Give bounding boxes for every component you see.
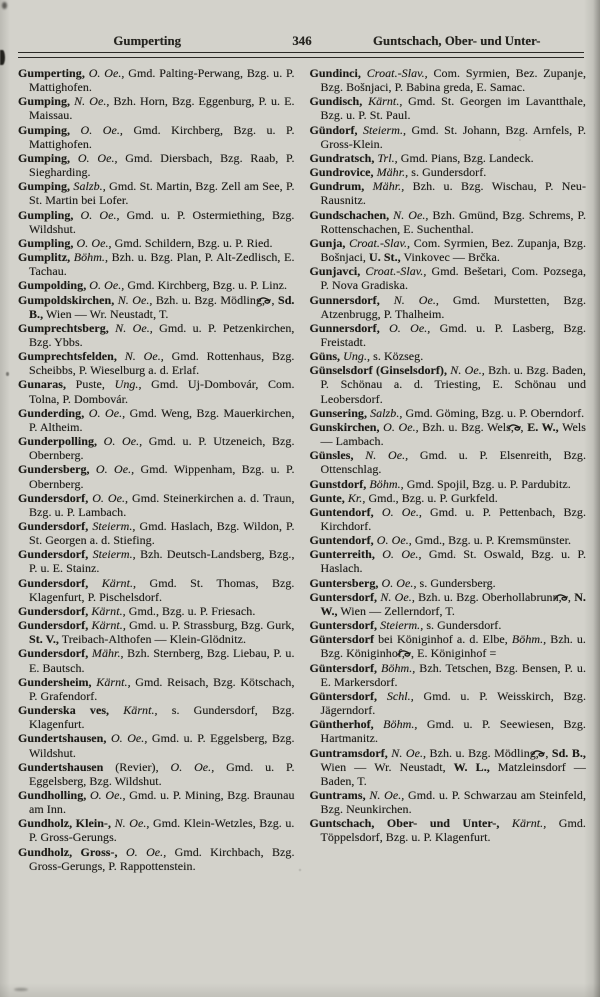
entry-text: bei Königinhof a. d. Elbe, <box>374 632 508 647</box>
region-abbr: Mähr., <box>373 165 409 180</box>
entry-name: Gundersberg, <box>18 462 90 477</box>
entry <box>310 66 587 94</box>
entry-text: Gmd. u. P. Petzenkirchen, Bzg. Ybbs. <box>29 320 295 349</box>
entry-text: Gmd. u. P. Eggelsberg, Bzg. Wildshut. <box>29 731 295 760</box>
region-abbr: Böhm., <box>70 250 109 265</box>
region-abbr: N. Oe., <box>108 320 153 335</box>
entry-name: Gunderding, <box>18 405 85 420</box>
entry-name: Gunte, <box>309 490 345 505</box>
region-abbr: Mähr., <box>88 646 124 661</box>
entry <box>310 477 587 491</box>
entry-text: Gmd., Bzg. u. P. Friesach. <box>125 603 256 618</box>
entry-name: Güns, <box>309 349 341 364</box>
entry <box>310 491 587 505</box>
entry-name: Gündorf, <box>309 122 358 137</box>
entry-text: Wien — Wr. Neustadt, T. <box>43 306 169 321</box>
entry <box>18 321 295 349</box>
entry-text: Gmd. u. P. Elsenreith, Bzg. Ottenschlag. <box>320 448 586 477</box>
scan-artifact <box>6 372 9 376</box>
entry <box>18 788 295 816</box>
entry-name: Gumprechtsfelden, <box>18 349 117 364</box>
entry-text: s. Gundersdorf, Bzg. Klagenfurt. <box>29 703 295 732</box>
region-abbr: Kärnt., <box>88 575 137 590</box>
entry <box>18 491 295 519</box>
page-header <box>18 34 586 49</box>
entry-name: Gundertshausen, <box>18 731 107 746</box>
region-abbr: O. Oe., <box>117 844 167 859</box>
entry-text: Gmd. u. P. Eggelsberg, Bzg. Wildshut. <box>29 759 295 788</box>
entry-text: Gmd. Uj-Dombovár, Com. Tolna, P. Dombovár. <box>29 377 295 406</box>
entry-name: Gumping, <box>18 179 71 194</box>
entry-text: Treibach-Althofen — Klein-Glödnitz. <box>58 632 247 647</box>
entry-text: Gmd. u. P. Pettenbach, Bzg. Kirchdorf. <box>320 504 586 533</box>
entry-name: Gumping, <box>18 94 71 109</box>
entry-name: Gunderska ves, <box>18 703 110 718</box>
entry <box>18 123 295 151</box>
entry-text: Gmd. u. P. Utzeneich, Bzg. Obernberg. <box>29 434 295 463</box>
bold-abbr: St. V., <box>29 632 59 647</box>
entry-name: Gumpolding, <box>18 278 87 293</box>
entry <box>18 462 295 490</box>
entry <box>18 278 295 292</box>
entry <box>18 703 295 731</box>
entry <box>310 321 587 349</box>
entry-text: Gmd. u. P. Weisskirch, Bzg. Jägerndorf. <box>320 688 586 718</box>
entry-text: Gmd. Göming, Bzg. u. P. Oberndorf. <box>402 405 585 420</box>
entry-text: Gmd. Schildern, Bzg. u. P. Ried. <box>111 235 273 250</box>
entry <box>310 717 587 745</box>
region-abbr: Böhm., <box>377 660 416 675</box>
entry-text: Gmd. u. P. Schwarzau am Steinfeld, Bzg. Neunkirchen. <box>320 787 586 817</box>
region-abbr: O. Oe., <box>86 278 125 293</box>
entry <box>310 533 587 547</box>
entry-name: Guntersdorf, <box>309 618 378 633</box>
entry-name: Gundersdorf, <box>18 575 89 590</box>
entry-text: , <box>567 589 571 604</box>
entry-name: Gunderpolling, <box>18 434 98 449</box>
entry <box>310 264 587 292</box>
entry-name: Gumpoldskirchen, <box>18 292 115 307</box>
region-abbr: O. Oe., <box>373 504 422 519</box>
entry-text: , <box>271 292 275 307</box>
entry <box>310 165 587 179</box>
entry <box>310 293 587 321</box>
entry-text: Com. Syrmien, Bez. Zupanja, Bzg. Bošnjaci, <box>320 235 586 265</box>
region-abbr: Böhm., <box>507 632 547 647</box>
entry <box>310 788 587 816</box>
entry-text: Bzh. u. Bzg. Wels, <box>418 419 518 434</box>
entry-text: , E. Königinhof = <box>411 646 497 661</box>
entry <box>310 576 587 590</box>
entry-text: Gmd. Bešetari, Com. Pozsega, P. Nova Gradiska. <box>320 264 586 293</box>
header-left-keyword: Gumperting <box>113 34 181 48</box>
entry-name: Gundrovice, <box>309 165 374 180</box>
region-abbr: Kärnt., <box>88 618 126 633</box>
entry-text: s. Gundersdorf. <box>423 618 502 633</box>
entry <box>310 505 587 533</box>
entry <box>18 151 295 179</box>
entry-name: Gunterreith, <box>309 547 375 562</box>
region-abbr: Kärnt., <box>109 703 158 718</box>
entry-text: s. Gundersberg. <box>416 575 496 590</box>
entry-text: Bzh. Deutsch-Landsberg, Bzg., P. u. E. Stainz. <box>29 547 295 576</box>
entry-name: Guntschach, Ober- und Unter-, <box>309 816 500 831</box>
entry-columns <box>18 66 586 873</box>
entry-name: Gundholling, <box>18 787 87 802</box>
entry <box>310 632 587 660</box>
entry-text: Gmd. St. Martin, Bzg. Zell am See, P. St. Martin bei Lofer. <box>29 179 295 208</box>
region-abbr: N. Oe., <box>365 787 405 802</box>
entry-text: Wien — Wr. Neustadt, <box>320 759 446 774</box>
entry-name: Gundersdorf, <box>18 490 89 505</box>
entry-name: Gumping, <box>18 122 71 137</box>
entry-name: Gundersdorf, <box>18 646 89 661</box>
entry <box>310 349 587 363</box>
entry <box>18 208 295 236</box>
entry <box>18 675 295 703</box>
entry-text: s. Gundersdorf. <box>408 165 487 180</box>
entry <box>18 66 295 94</box>
left-column <box>18 66 295 873</box>
region-abbr: O. Oe., <box>379 320 431 335</box>
region-abbr: O. Oe., <box>89 462 135 477</box>
entry-text: Gmd. Kirchberg, Bzg. u. P. Linz. <box>124 278 288 293</box>
region-abbr: Steierm., <box>377 618 424 633</box>
entry-text: Gmd., Bzg. u. P. Kremsmünster. <box>411 533 572 548</box>
entry-name: Güntherhof, <box>309 717 374 732</box>
region-abbr: N. Oe., <box>389 207 429 222</box>
region-abbr: Böhm., <box>373 717 418 732</box>
page-number: 346 <box>292 34 312 48</box>
entry-text: Wien — Zellerndorf, T. <box>337 603 455 618</box>
entry-text: Bzh. u. Bzg. Königinhof, <box>320 632 586 661</box>
entry-text: Gmd. St. Johann, Bzg. Arnfels, P. Gross-Klein. <box>320 122 586 151</box>
region-abbr: N. Oe., <box>70 94 110 109</box>
entry <box>18 618 295 646</box>
entry <box>18 293 295 321</box>
entry-text: Gmd. Reisach, Bzg. Kötschach, P. Grafendorf. <box>29 674 295 703</box>
entry-name: Gunstdorf, <box>309 476 367 491</box>
entry-text: Gmd. Kirchberg, Bzg. u. P. Mattighofen. <box>29 122 295 151</box>
entry-text: Gmd. St. Thomas, Bzg. Klagenfurt, P. Pischelsdorf. <box>29 575 295 604</box>
entry-name: Gumperting, <box>18 66 85 80</box>
entry-name: Gumprechtsberg, <box>18 320 109 335</box>
entry-text: Gmd., Bzg. u. P. Gurkfeld. <box>365 490 498 505</box>
entry-name: Gunsering, <box>309 405 368 420</box>
entry-name: Gundersdorf, <box>18 519 89 533</box>
entry-text: Gmd. Steinerkirchen a. d. Traun, Bzg. u. P. Lambach. <box>29 490 295 519</box>
entry-text: , <box>520 419 524 434</box>
entry-text: Gmd. St. Oswald, Bzg. u. P. Haslach. <box>320 547 586 576</box>
entry-text: Com. Syrmien, Bez. Zupanje, Bzg. Bošnjaci, P. Babina greda, E. Samac. <box>320 66 586 95</box>
region-abbr: Steierm., <box>88 547 136 562</box>
entry-text: Gmd. u. P. Ostermiething, Bzg. Wildshut. <box>29 207 295 236</box>
entry <box>310 179 587 207</box>
entry-name: Gundrum, <box>309 179 365 194</box>
entry-text: Gmd. u. P. Lasberg, Bzg. Freistadt. <box>320 320 586 349</box>
entry-name: Gundersheim, <box>18 674 92 689</box>
region-abbr: Steierm., <box>88 519 136 533</box>
header-double-rule <box>18 52 584 58</box>
entry <box>310 746 587 788</box>
entry-text: Gmd. u. P. Mining, Bzg. Braunau am Inn. <box>29 787 295 817</box>
region-abbr: Trl., <box>374 150 398 165</box>
entry <box>310 689 587 717</box>
region-abbr: O. Oe., <box>88 490 129 505</box>
entry-text: Bzh. Tetschen, Bzg. Bensen, P. u. E. Markersdorf. <box>320 660 586 689</box>
entry <box>310 208 587 236</box>
entry-text: Gmd. Rottenhaus, Bzg. Scheibbs, P. Wieselburg a. d. Erlaf. <box>29 349 295 378</box>
entry-text: Gmd. Palting-Perwang, Bzg. u. P. Mattighofen. <box>29 66 295 95</box>
entry-text: Bzh. Sternberg, Bzg. Liebau, P. u. E. Bautsch. <box>29 646 295 675</box>
entry-name: Gumping, <box>18 150 71 165</box>
region-abbr: Böhm., <box>366 476 404 491</box>
entry <box>18 816 295 844</box>
region-abbr: Salzb., <box>70 179 106 194</box>
entry-name: Guntersberg, <box>309 575 379 590</box>
region-abbr: Kärnt., <box>91 674 131 689</box>
entry-name: Gundersdorf, <box>18 603 89 618</box>
region-abbr: N. Oe., <box>353 448 409 463</box>
bold-abbr: N. W., <box>320 589 586 618</box>
entry <box>18 604 295 618</box>
entry-text: Gmd. Pians, Bzg. Landeck. <box>397 150 534 165</box>
region-abbr: O. Oe., <box>374 547 422 562</box>
bold-abbr: Sd. B., <box>548 745 586 760</box>
entry-name: Gundinci, <box>309 66 361 80</box>
entry-text: (Revier), <box>103 759 159 774</box>
entry-name: Güntersdorf <box>309 632 375 647</box>
entry-name: Guntendorf, <box>309 533 374 548</box>
bold-abbr: E. W., <box>523 419 559 434</box>
entry-name: Gunnersdorf, <box>309 320 380 335</box>
region-abbr: N. Oe., <box>116 349 164 364</box>
entry-name: Gunjavci, <box>309 264 361 279</box>
region-abbr: O. Oe., <box>379 419 419 434</box>
region-abbr: O. Oe., <box>97 434 143 449</box>
region-abbr: Croat.-Slav., <box>360 66 428 80</box>
entry-name: Gumplitz, <box>18 250 71 265</box>
region-abbr: Ung., <box>105 377 142 392</box>
entry <box>18 547 295 575</box>
region-abbr: Schl., <box>377 688 414 703</box>
region-abbr: N. Oe., <box>379 292 439 307</box>
entry-name: Gunskirchen, <box>309 419 380 434</box>
entry-name: Gundisch, <box>309 94 363 109</box>
region-abbr: N. Oe., <box>447 363 485 378</box>
entry <box>18 576 295 604</box>
entry <box>18 179 295 207</box>
entry <box>18 731 295 759</box>
bold-abbr: W. L., <box>445 759 490 774</box>
region-abbr: N. Oe., <box>377 589 415 604</box>
entry-name: Gundschachen, <box>309 207 390 222</box>
entry-text: Bzh. u. Bzg. Mödling, <box>152 292 269 307</box>
entry <box>310 94 587 122</box>
entry-name: Gunaras, <box>18 377 67 392</box>
entry-text: Gmd. u. P. Seewiesen, Bzg. Hartmanitz. <box>320 717 586 746</box>
entry-name: Güntersdorf, <box>309 660 378 675</box>
entry-name: Gundersdorf, <box>18 547 89 562</box>
entry <box>310 151 587 165</box>
region-abbr: O. Oe., <box>378 575 417 590</box>
entry <box>310 236 587 264</box>
entry-text: Bzh. Gmünd, Bzg. Schrems, P. Rottenschachen, E. Suchenthal. <box>320 207 586 236</box>
bold-abbr: U. St., <box>365 250 401 265</box>
entry-text: Gmd. Klein-Wetzles, Bzg. u. P. Gross-Gerungs. <box>29 816 295 845</box>
entry <box>18 236 295 250</box>
entry <box>310 448 587 476</box>
region-abbr: N. Oe., <box>387 745 427 760</box>
entry-text: , <box>545 745 549 760</box>
region-abbr: N. Oe., <box>111 816 150 831</box>
region-abbr: O. Oe., <box>86 787 126 802</box>
entry-text: Gmd. Wippenham, Bzg. u. P. Obernberg. <box>29 462 295 491</box>
entry-text: Bzh. u. Bzg. Wischau, P. Neu-Rausnitz. <box>320 179 587 208</box>
region-abbr: O. Oe., <box>158 759 215 774</box>
entry <box>310 816 587 844</box>
entry-name: Guntrams, <box>309 787 366 802</box>
bold-abbr: Sd. B., <box>29 292 295 321</box>
entry-name: Gundholz, Klein-, <box>18 816 112 831</box>
entry-text: Gmd. Spojil, Bzg. u. P. Pardubitz. <box>403 476 571 491</box>
entry-name: Gundholz, Gross-, <box>18 844 118 859</box>
entry-text: Matzleinsdorf — Baden, T. <box>320 759 586 788</box>
entry-text: Gmd. Haslach, Bzg. Wildon, P. St. Georgen a. d. Stiefing. <box>29 519 295 548</box>
region-abbr: O. Oe., <box>84 66 125 80</box>
entry <box>18 349 295 377</box>
entry-name: Gunnersdorf, <box>309 292 380 307</box>
header-right-keyword: Guntschach, Ober- und Unter- <box>373 34 541 48</box>
scan-artifact <box>2 2 7 9</box>
region-abbr: Salzb., <box>367 405 403 420</box>
entry-name: Gumpling, <box>18 235 74 250</box>
region-abbr: Kärnt., <box>362 94 403 109</box>
entry-name: Güntersdorf, <box>309 688 378 703</box>
region-abbr: O. Oe., <box>106 731 148 746</box>
entry-name: Gundratsch, <box>309 150 375 165</box>
entry-text: Gmd. St. Georgen im Lavantthale, Bzg. u. P. St. Paul. <box>320 94 586 123</box>
right-column <box>310 66 587 873</box>
entry-text: Puste, <box>66 377 105 392</box>
region-abbr: Kärnt., <box>499 816 547 831</box>
entry <box>18 646 295 674</box>
entry-text: Bzh. Horn, Bzg. Eggenburg, P. u. E. Maissau. <box>29 94 295 123</box>
entry <box>18 377 295 405</box>
region-abbr: N. Oe., <box>114 292 153 307</box>
entry <box>18 760 295 788</box>
entry-name: Gundertshausen <box>18 759 104 774</box>
region-abbr: O. Oe., <box>84 405 126 420</box>
region-abbr: Mähr., <box>364 179 405 194</box>
entry-text: Bzh. u. Bzg. Baden, P. Schönau a. d. Triesting, E. Schönau und Leobersdorf. <box>320 363 586 406</box>
entry-text: Gmd. Diersbach, Bzg. Raab, P. Siegharding. <box>29 150 295 180</box>
region-abbr: Kr., <box>344 490 366 505</box>
entry <box>18 94 295 122</box>
entry-name: Guntendorf, <box>309 504 374 519</box>
entry <box>310 363 587 405</box>
entry <box>18 250 295 278</box>
entry <box>310 661 587 689</box>
entry-text: Bzh. u. Bzg. Oberhollabrunn, <box>414 589 565 604</box>
region-abbr: Croat.-Slav., <box>345 235 411 250</box>
region-abbr: Croat.-Slav., <box>360 264 427 279</box>
scan-artifact <box>0 50 5 65</box>
entry-text: Gmd. Kirchbach, Bzg. Gross-Gerungs, P. Rappottenstein. <box>29 844 295 873</box>
entry <box>310 123 587 151</box>
entry-text: Gmd. Murstetten, Bzg. Atzenbrugg, P. Thalheim. <box>320 292 586 321</box>
entry-name: Günsles, <box>309 448 354 463</box>
entry <box>310 590 587 618</box>
entry-name: Gunja, <box>309 235 346 250</box>
entry <box>310 547 587 575</box>
entry-text: Gmd. Töppelsdorf, Bzg. u. P. Klagenfurt. <box>320 816 586 845</box>
entry-name: Gundersdorf, <box>18 618 89 633</box>
region-abbr: Steierm., <box>357 122 407 137</box>
entry <box>310 420 587 448</box>
entry-text: Wels — Lambach. <box>320 419 587 449</box>
entry <box>18 845 295 873</box>
entry <box>310 618 587 632</box>
entry <box>310 406 587 420</box>
region-abbr: O. Oe., <box>70 122 123 137</box>
entry-text: Gmd. Weng, Bzg. Mauerkirchen, P. Altheim. <box>29 405 295 434</box>
entry <box>18 406 295 434</box>
entry-text: s. Közseg. <box>370 349 424 364</box>
entry-name: Gumpling, <box>18 207 74 222</box>
region-abbr: O. Oe., <box>373 533 412 548</box>
region-abbr: Ung., <box>340 349 371 364</box>
scan-artifact <box>14 988 28 991</box>
entry-text: Vinkovec — Brčka. <box>400 250 500 265</box>
region-abbr: O. Oe., <box>73 207 120 222</box>
entry <box>18 519 295 547</box>
entry-text: Bzh. u. Bzg. Mödling, <box>426 745 543 760</box>
region-abbr: O. Oe., <box>70 150 118 165</box>
entry-name: Guntramsdorf, <box>309 745 388 760</box>
entry-name: Günselsdorf (Ginselsdorf), <box>309 363 448 378</box>
entry-text: Gmd. u. P. Strassburg, Bzg. Gurk, <box>125 618 295 633</box>
entry-name: Guntersdorf, <box>309 589 378 604</box>
entry <box>18 434 295 462</box>
entry-text: Bzh. u. Bzg. Plan, P. Alt-Zedlisch, E. Tachau. <box>29 250 295 279</box>
region-abbr: O. Oe., <box>73 235 112 250</box>
region-abbr: Kärnt., <box>88 603 126 618</box>
